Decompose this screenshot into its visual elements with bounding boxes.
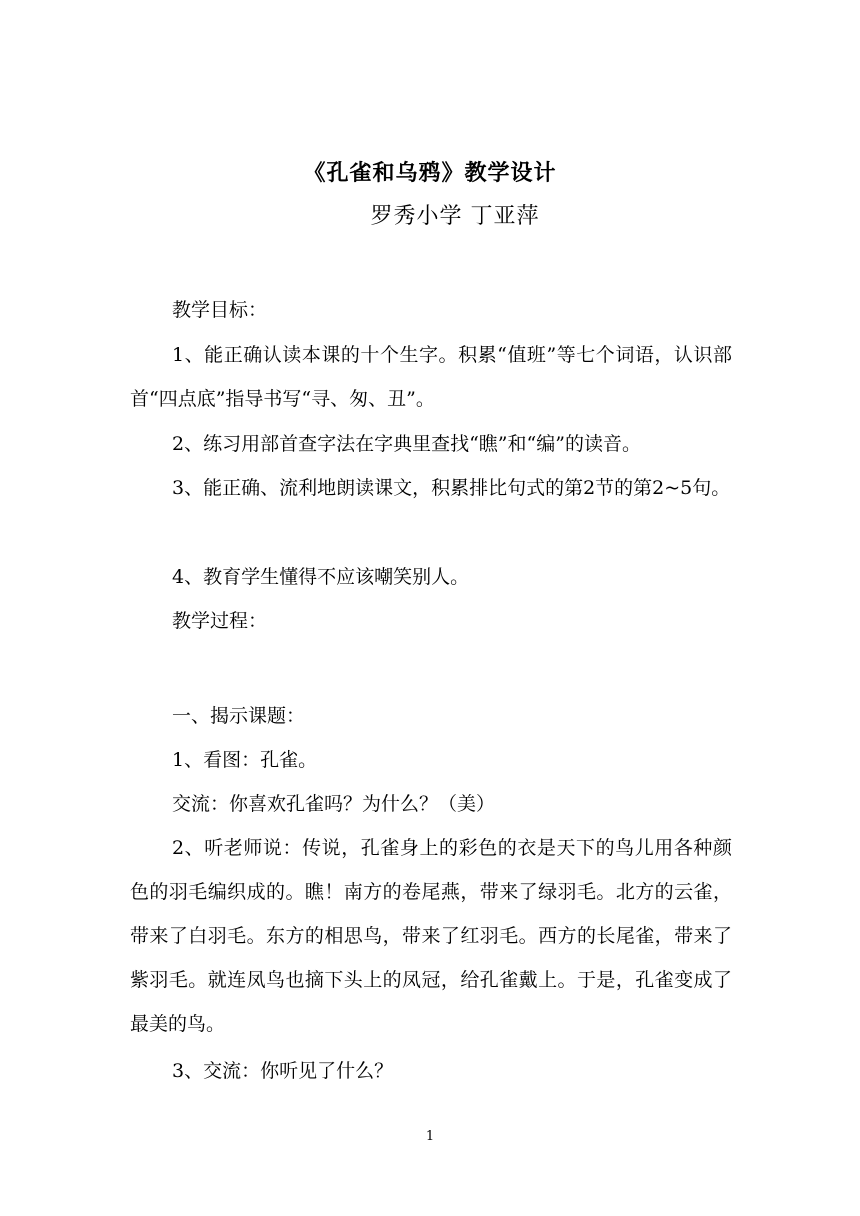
document-title: 《孔雀和乌鸦》教学设计 xyxy=(303,160,557,186)
step-1-item-2: 2、听老师说：传说，孔雀身上的彩色的衣是天下的鸟儿用各种颜色的羽毛编织成的。瞧！南方的卷尾燕，带来了绿羽毛。北方的云雀，带来了白羽毛。东方的相思鸟，带来了红羽毛。西方的长尾雀，带来了紫羽毛。就连凤鸟也摘下头上的凤冠，给孔雀戴上。于是，孔雀变成了最美的鸟。 xyxy=(130,837,732,1035)
step-1-item-1: 1、看图：孔雀。 xyxy=(172,749,318,771)
step-1-heading: 一、揭示课题： xyxy=(172,705,306,727)
goal-item-1: 1、能正确认读本课的十个生字。积累“值班”等七个词语，认识部首“四点底”指导书写“寻、匆、丑”。 xyxy=(130,344,732,410)
process-heading: 教学过程： xyxy=(172,610,268,632)
document-author: 罗秀小学 丁亚萍 xyxy=(370,204,540,229)
page-number: 1 xyxy=(425,1129,435,1144)
step-1-exchange: 交流：你喜欢孔雀吗？为什么？（美） xyxy=(172,793,496,815)
goals-heading: 教学目标： xyxy=(172,299,268,321)
step-1-item-3: 3、交流：你听见了什么？ xyxy=(172,1060,394,1082)
goal-item-2: 2、练习用部首查字法在字典里查找“瞧”和“编”的读音。 xyxy=(172,433,641,455)
goal-item-3: 3、能正确、流利地朗读课文，积累排比句式的第2节的第2~5句。 xyxy=(172,477,731,499)
goal-item-4: 4、教育学生懂得不应该嘲笑别人。 xyxy=(172,566,470,588)
